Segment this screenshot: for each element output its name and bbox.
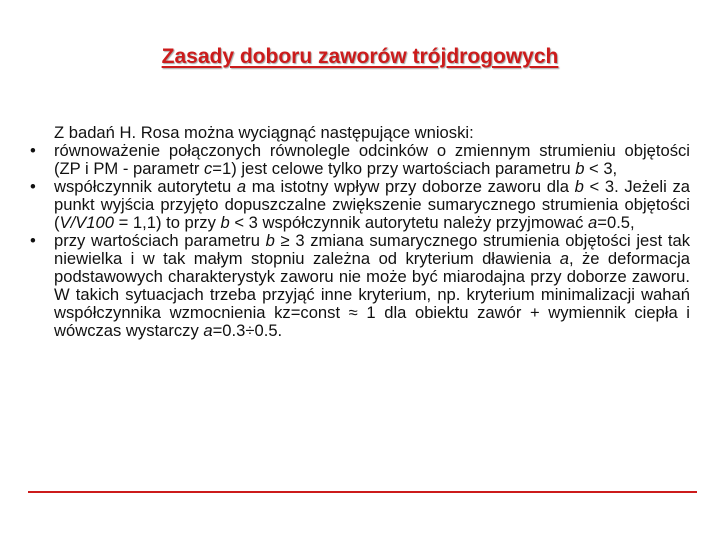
slide-body <box>30 124 690 340</box>
bullet-dot: • <box>30 141 36 160</box>
bottom-divider <box>28 491 697 493</box>
intro-text: Z badań H. Rosa można wyciągnąć następujące wnioski: <box>54 123 474 142</box>
bullet-list <box>30 142 690 340</box>
bullet-dot: • <box>30 231 36 250</box>
slide-title: Zasady doboru zaworów trójdrogowych <box>161 45 559 68</box>
bullet-item-2: • współczynnik autorytetu a ma istotny wpływ przy doborze zaworu dla b < 3. Jeżeli za punkt wyjścia przyjęto dopuszczalne zwiększenie sumarycznego strumienia objętości (V/V100 = 1,1) to przy b < 3 współczynnik autorytetu należy przyjmować a=0.5, <box>30 177 690 232</box>
bullet-dot: • <box>30 177 36 196</box>
bullet-item-3: • przy wartościach parametru b ≥ 3 zmiana sumarycznego strumienia objętości jest tak niewielka i w tak małym stopniu zależna od kryterium dławienia a, że deformacja podstawowych charakterystyk zaworu nie może być miarodajna przy doborze zaworu. W takich sytuacjach trzeba przyjąć inne kryterium, np. kryterium minimalizacji wahań współczynnika wzmocnienia kz=const ≈ 1 dla obiektu zawór + wymiennik ciepła i wówczas wystarczy a=0.3÷0.5. <box>30 231 690 340</box>
bullet-item-1: • równoważenie połączonych równolegle odcinków o zmiennym strumieniu objętości (ZP i PM - parametr c=1) jest celowe tylko przy wartościach parametru b < 3, <box>30 141 690 178</box>
